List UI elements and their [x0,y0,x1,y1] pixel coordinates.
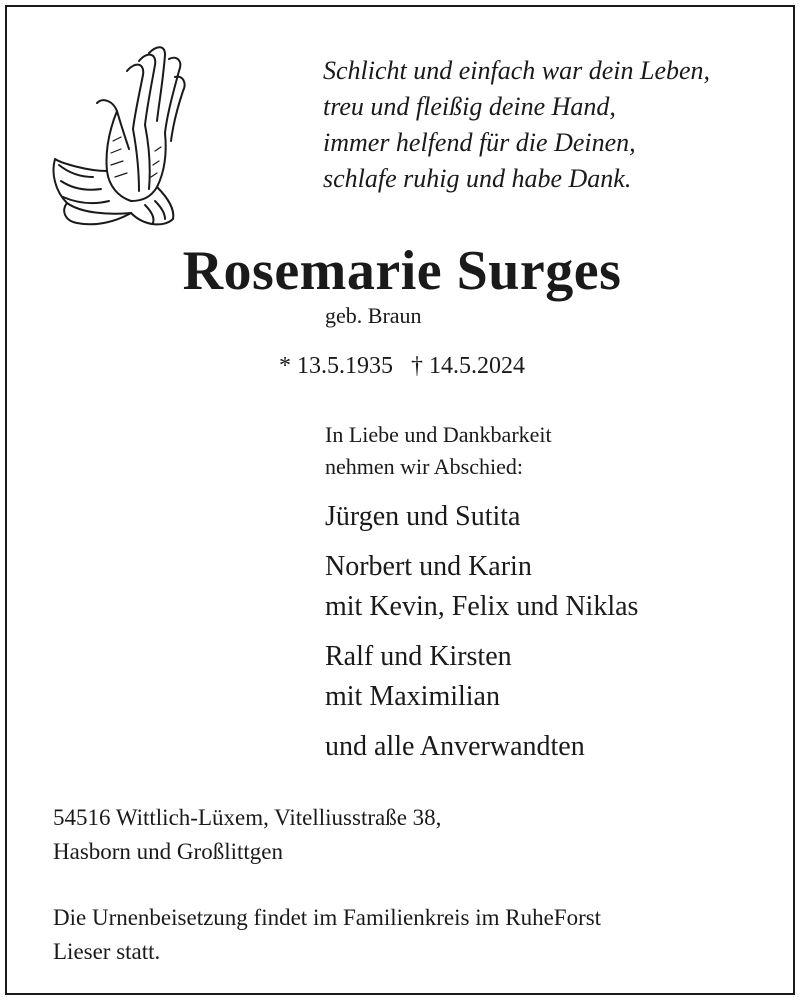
obituary-notice [5,5,795,995]
mourner-line: und alle Anverwandten [325,731,585,762]
mourner-group [325,497,638,537]
mourners-list [325,497,638,777]
farewell-line: nehmen wir Abschied: [325,454,523,479]
poem-line: immer helfend für die Deinen, [323,128,636,157]
address-line: 54516 Wittlich-Lüxem, Vitelliusstraße 38, [53,805,442,830]
address-line: Hasborn und Großlittgen [53,839,283,864]
poem-line: schlafe ruhig und habe Dank. [323,164,632,193]
farewell-text [325,419,552,483]
praying-hands-icon [47,41,207,231]
mourner-line: Ralf und Kirsten [325,641,512,672]
farewell-line: In Liebe und Dankbarkeit [325,422,552,447]
mourner-group [325,727,638,767]
memorial-poem [323,53,710,197]
poem-line: treu und fleißig deine Hand, [323,92,616,121]
mourner-line: mit Maximilian [325,681,500,712]
mourner-line: Jürgen und Sutita [325,501,521,532]
mourner-line: Norbert und Karin [325,551,532,582]
family-address [53,801,441,869]
poem-line: Schlicht und einfach war dein Leben, [323,56,711,85]
life-dates: * 13.5.1935 † 14.5.2024 [279,353,525,379]
mourner-group [325,547,638,627]
notice-line: Lieser statt. [53,939,161,964]
notice-line: Die Urnenbeisetzung findet im Familienkreis im RuheForst [53,905,602,930]
burial-notice [53,901,601,969]
birth-name: geb. Braun [325,303,422,328]
deceased-name: Rosemarie Surges [182,240,622,302]
mourner-line: mit Kevin, Felix und Niklas [325,591,639,622]
mourner-group [325,637,638,717]
